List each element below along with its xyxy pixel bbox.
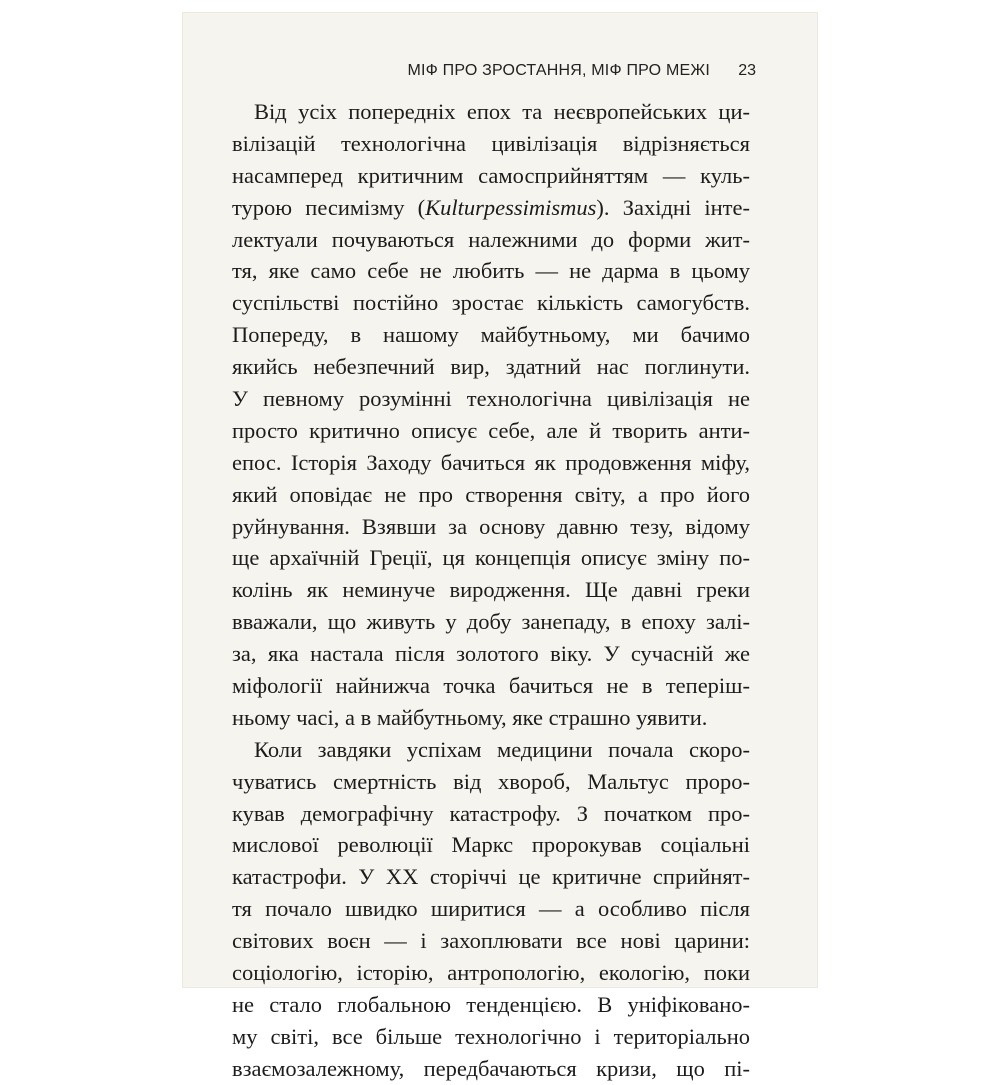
text-line: тя почало швидко ширитися — а особливо після [232, 896, 750, 922]
text-line: чуватись смертність від хвороб, Мальтус проро- [232, 768, 750, 794]
paragraph [232, 734, 750, 1085]
text-line: ще архаїчній Греції, ця концепція описує зміну по- [232, 545, 750, 571]
text-line: суспільстві постійно зростає кількість самогубств. [232, 290, 750, 316]
text-line: міфології найнижча точка бачиться не в теперіш- [232, 673, 750, 699]
text-line: му світі, все більше технологічно і територіально [232, 1023, 750, 1049]
text-line: Попереду, в нашому майбутньому, ми бачимо [232, 322, 750, 348]
paragraph [232, 96, 750, 734]
text-segment: ). Західні інте- [596, 194, 750, 220]
text-line: ньому часі, а в майбутньому, яке страшно уявити. [232, 704, 708, 730]
text-line: руйнування. Взявши за основу давню тезу, відому [232, 513, 750, 539]
running-title: МІФ ПРО ЗРОСТАННЯ, МІФ ПРО МЕЖІ [407, 62, 710, 79]
text-line: Від усіх попередніх епох та неєвропейських ци- [254, 99, 750, 124]
text-line: не стало глобальною тенденцією. В уніфіковано- [232, 991, 750, 1017]
text-line: лектуали почуваються належними до форми жит- [232, 226, 750, 252]
page-number: 23 [738, 62, 756, 79]
text-line: епос. Історія Заходу бачиться як продовження міфу, [232, 449, 750, 475]
text-line: вважали, що живуть у добу занепаду, в епоху залі- [232, 609, 750, 635]
text-line: тя, яке само себе не любить — не дарма в цьому [232, 258, 750, 284]
text-line: світових воєн — і захоплювати все нові царини: [232, 928, 750, 954]
text-line: катастрофи. У XX сторіччі це критичне сприйнят- [232, 864, 750, 890]
text-line-with-italic [232, 192, 750, 224]
text-line: просто критично описує себе, але й творить анти- [232, 417, 750, 443]
text-line: кував демографічну катастрофу. З початком про- [232, 800, 750, 826]
text-line: соціологію, історію, антропологію, екологію, поки [232, 960, 750, 986]
text-line: насамперед критичним самосприйняттям — куль- [232, 162, 750, 188]
italic-term: Kulturpessimismus [425, 194, 597, 220]
text-line: якийсь небезпечний вир, здатний нас поглинути. [232, 354, 750, 380]
body-text [232, 96, 750, 1085]
text-line: Коли завдяки успіхам медицини почала скоро- [254, 736, 750, 762]
text-line: вілізацій технологічна цивілізація відрізняється [232, 130, 750, 156]
text-line: У певному розумінні технологічна цивілізація не [232, 386, 750, 412]
text-line: взаємозалежному, передбачаються кризи, що пі- [232, 1055, 750, 1081]
text-segment: турою песимізму ( [232, 194, 426, 220]
text-line: колінь як неминуче виродження. Ще давні греки [232, 577, 750, 603]
text-line: за, яка настала після золотого віку. У сучасній же [232, 641, 750, 667]
running-head [182, 62, 818, 82]
book-page [182, 12, 818, 1081]
text-line: мислової революції Маркс пророкував соціальні [232, 832, 750, 858]
text-line: який оповідає не про створення світу, а про його [232, 481, 750, 507]
